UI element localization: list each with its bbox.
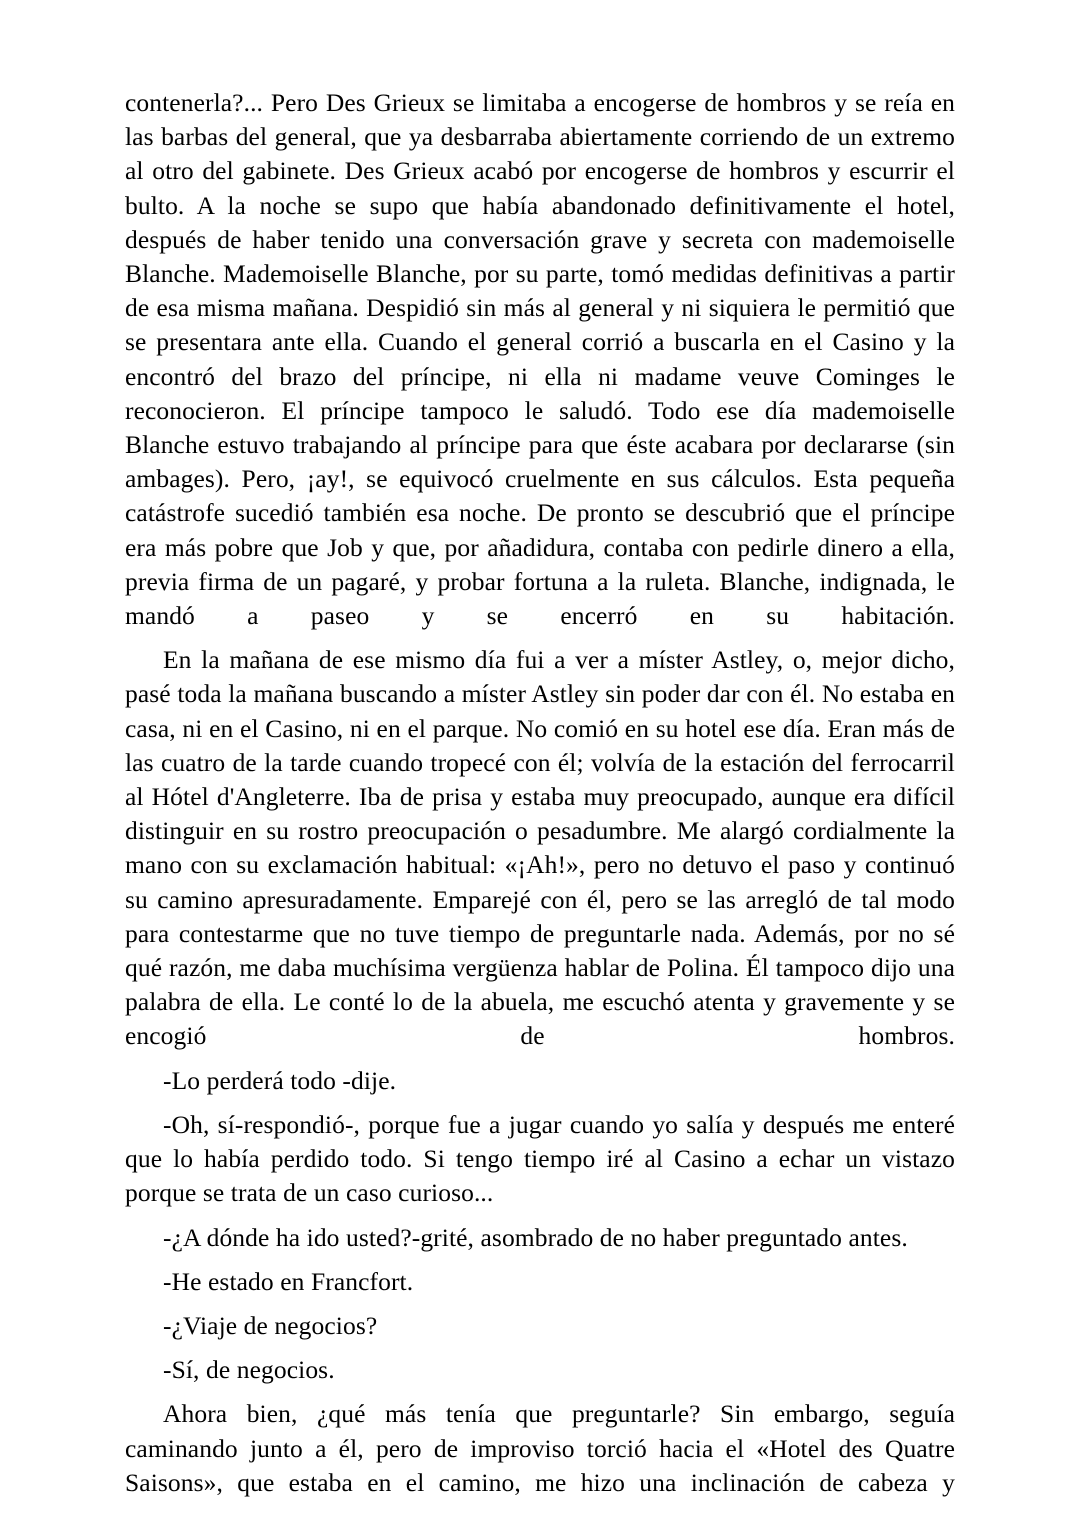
paragraph-dialogue: -¿Viaje de negocios? [163, 1310, 378, 1340]
text-column [125, 86, 955, 1500]
paragraph-dialogue: -¿A dónde ha ido usted?-grité, asombrado de no haber preguntado antes. [163, 1222, 908, 1252]
paragraph-dialogue: -He estado en Francfort. [163, 1266, 414, 1296]
paragraph-dialogue: -Sí, de negocios. [163, 1355, 335, 1385]
paragraph-dialogue: -Oh, sí-respondió-, porque fue a jugar cuando yo salía y después me enteré que lo había perdido todo. Si tengo tiempo iré al Casino a echar un vistazo porque se trata de un caso curioso... [125, 1109, 955, 1208]
paragraph-dialogue: -Lo perderá todo -dije. [163, 1065, 397, 1095]
paragraph-body: contenerla?... Pero Des Grieux se limitaba a encogerse de hombros y se reía en las barbas del general, que ya desbarraba abiertamente corriendo de un extremo al otro del gabinete. Des Grieux acabó por encogerse de hombros y escurrir el bulto. A la noche se supo que había abandonado definitivamente el hotel, después de haber tenido una conversación grave y secreta con mademoiselle Blanche. Mademoiselle Blanche, por su parte, tomó medidas definitivas a partir de esa misma mañana. Despidió sin más al general y ni siquiera le permitió que se presentara ante ella. Cuando el general corrió a buscarla en el Casino y la encontró del brazo del príncipe, ni ella ni madame veuve Cominges le reconocieron. El príncipe tampoco le saludó. Todo ese día mademoiselle Blanche estuvo trabajando al príncipe para que éste acabara por declararse (sin ambages). Pero, ¡ay!, se equivocó cruelmente en sus cálculos. Esta pequeña catástrofe sucedió también esa noche. De pronto se descubrió que el príncipe era más pobre que Job y que, por añadidura, contaba con pedirle dinero a ella, previa firma de un pagaré, y probar fortuna a la ruleta. Blanche, indignada, le mandó a paseo y se encerró en su habitación. [125, 88, 955, 631]
paragraph-body: En la mañana de ese mismo día fui a ver a míster Astley, o, mejor dicho, pasé toda la mañana buscando a míster Astley sin poder dar con él. No estaba en casa, ni en el Casino, ni en el parque. No comió en su hotel ese día. Eran más de las cuatro de la tarde cuando tropecé con él; volvía de la estación del ferrocarril al Hótel d'Angleterre. Iba de prisa y estaba muy preocupado, aunque era difícil distinguir en su rostro preocupación o pesadumbre. Me alargó cordialmente la mano con su exclamación habitual: «¡Ah!», pero no detuvo el paso y continuó su camino apresuradamente. Emparejé con él, pero se las arregló de tal modo para contestarme que no tuve tiempo de preguntarle nada. Además, por no sé qué razón, me daba muchísima vergüenza hablar de Polina. Él tampoco dijo una palabra de ella. Le conté lo de la abuela, me escuchó atenta y gravemente y se encogió de hombros. [125, 645, 955, 1051]
paragraph-body: Ahora bien, ¿qué más tenía que preguntarle? Sin embargo, seguía caminando junto a él, pero de improviso torció hacia el «Hotel des Quatre Saisons», que estaba en el camino, me hizo una inclinación de cabeza y [125, 1399, 955, 1497]
